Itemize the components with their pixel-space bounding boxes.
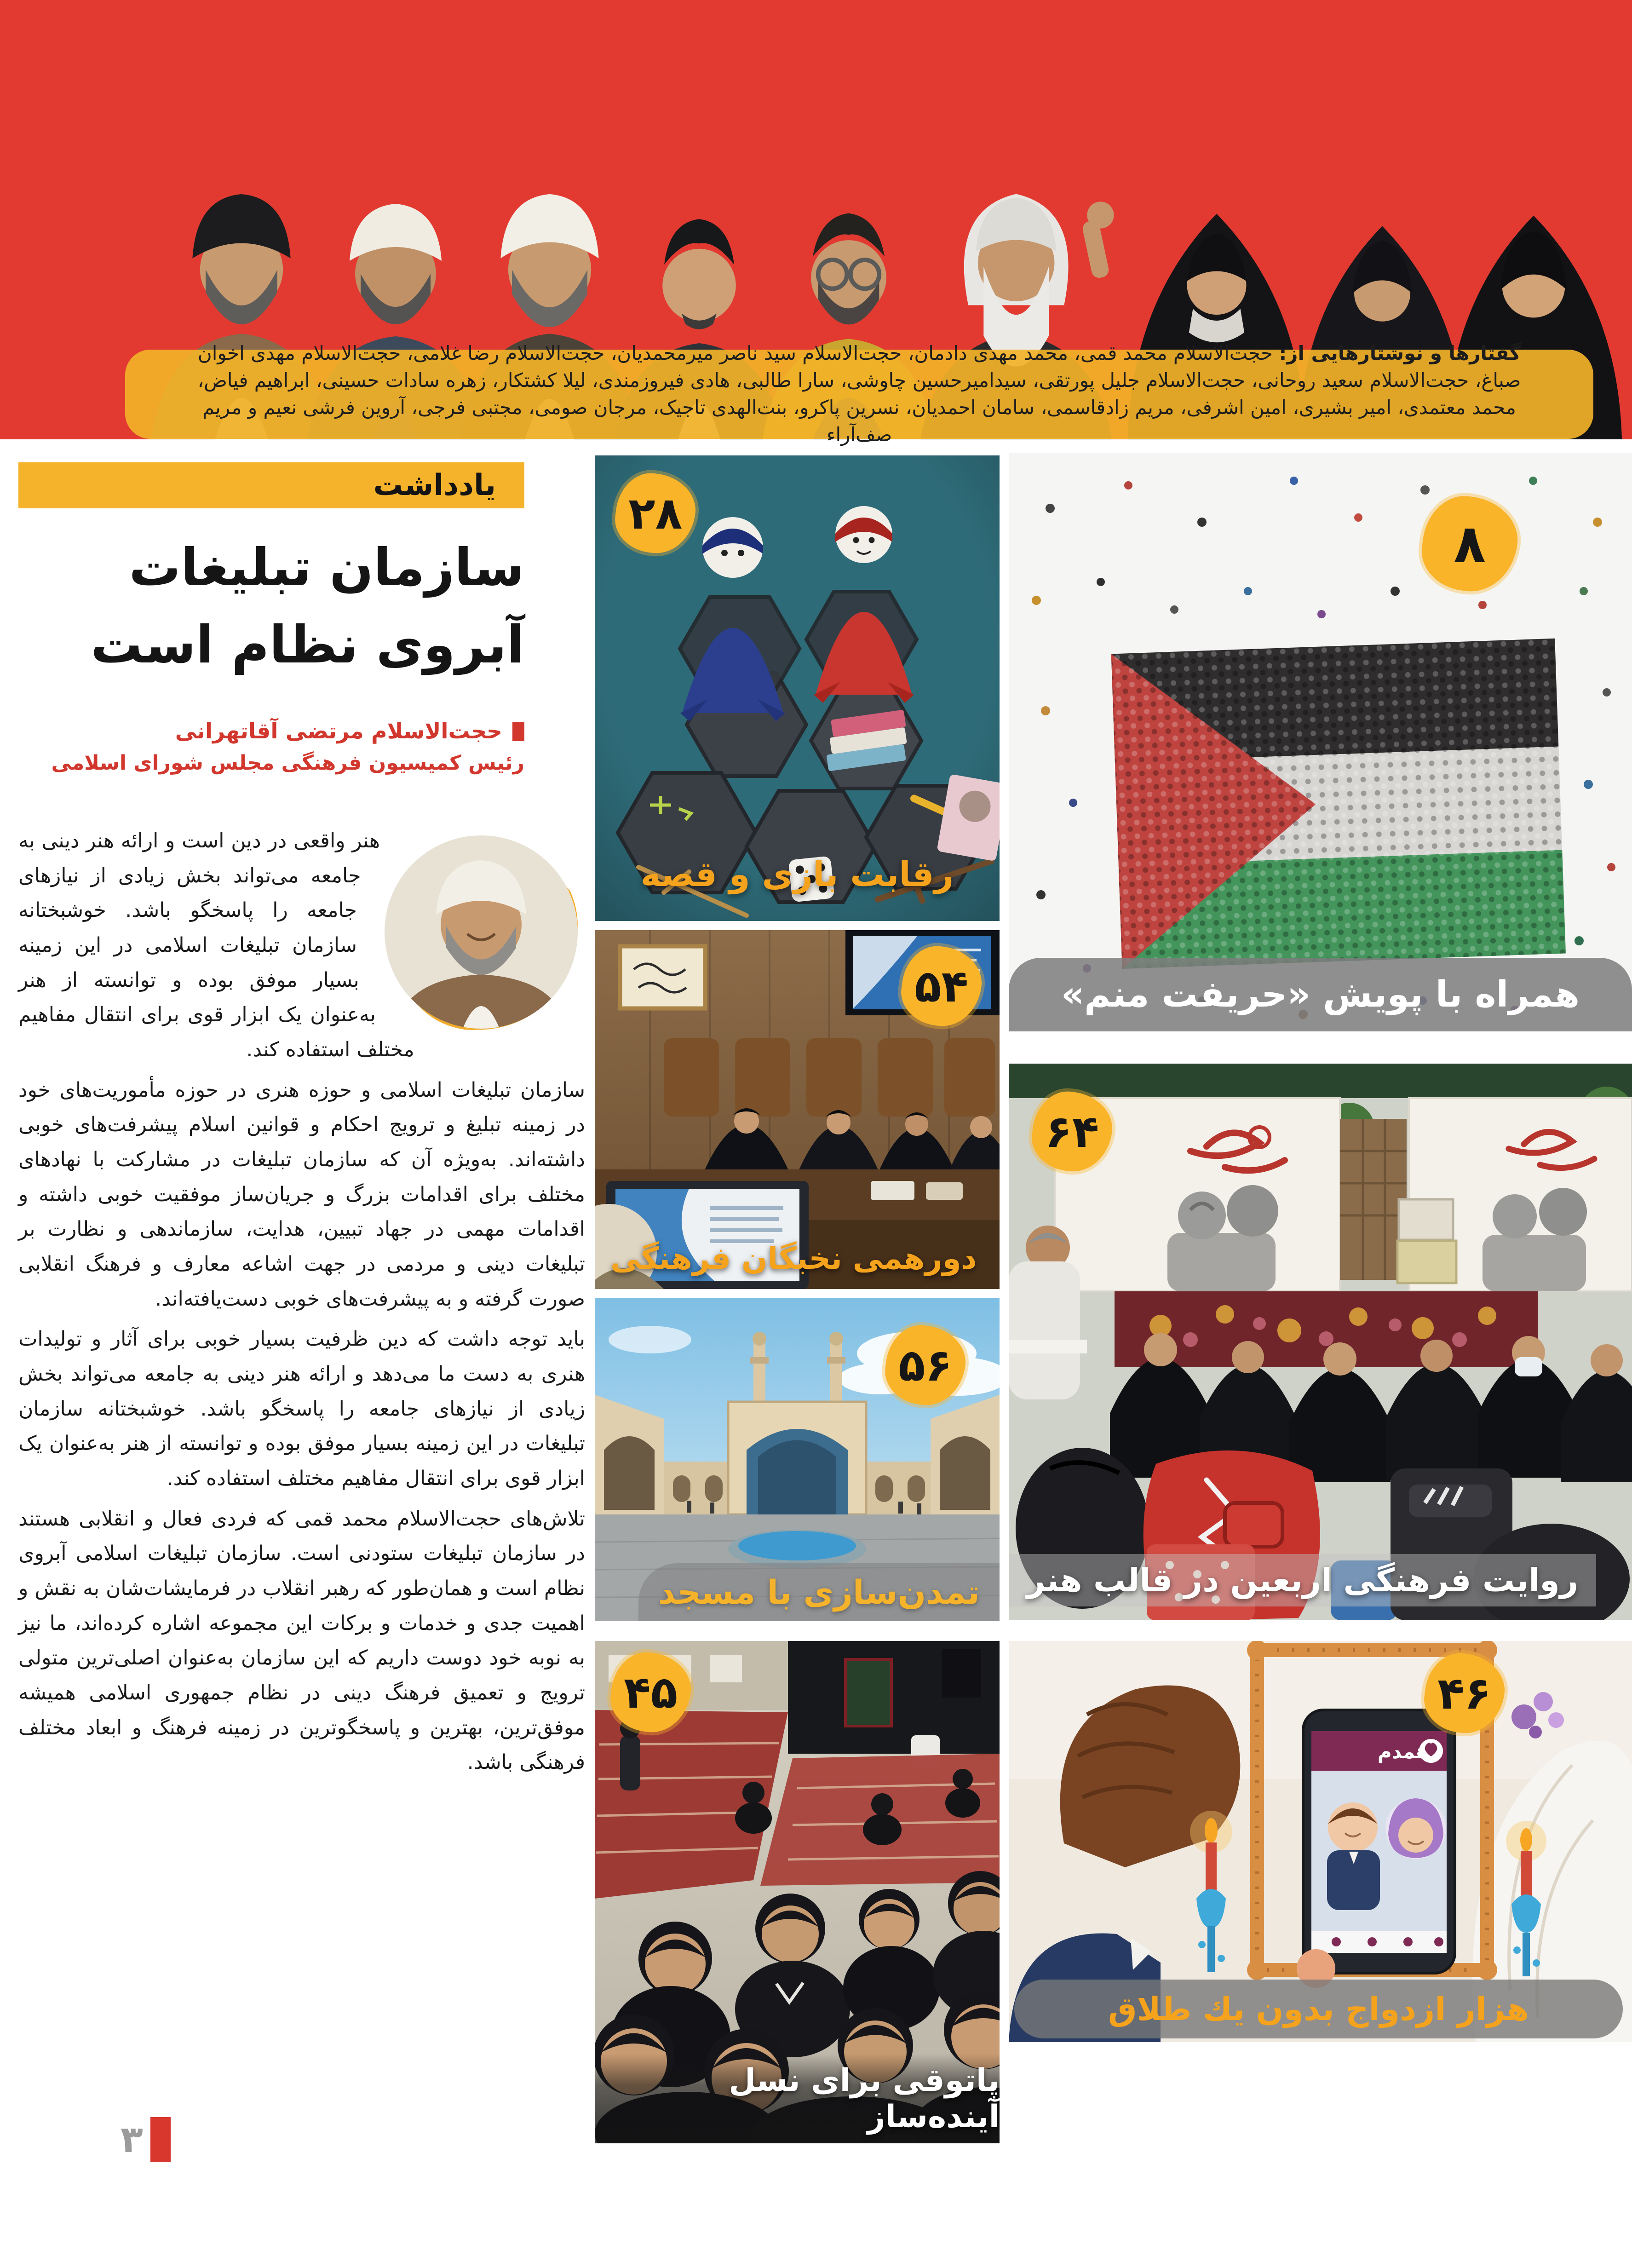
body-paragraph: سازمان تبلیغات اسلامی و حوزه هنری در حوزه مأموریت‌های خود در زمینه تبلیغ و ترویج احکام و قوانین اسلام پیشرفت‌های خوبی داشته‌اند. به‌ویژه آن که سازمان تبلیغات در مشارکت با نهادهای مختلف برای اقدامات بزرگ و جریان‌ساز موفقیت خوبی داشته و اقدامات مهمی در جهاد تبیین، هدایت، سازماندهی و نظارت بر تبلیغات دینی و مردمی در جهت اشاعه معارف و فرهنگ انقلابی صورت گرفته و به پیشرفت‌های خوبی دست‌یافته‌اند. xyxy=(18,1078,585,1311)
article-caption: هزار ازدواج بدون یك طلاق xyxy=(1014,1980,1623,2038)
note-title xyxy=(18,529,524,684)
article-caption: روایت فرهنگی اربعین در قالب هنر xyxy=(1009,1554,1596,1606)
palestinian-flag-crowd xyxy=(1111,639,1566,969)
contributors-banner xyxy=(125,342,1593,446)
page-number-value: ۳ xyxy=(121,2118,143,2161)
body-paragraph: هنر واقعی در دین است و ارائه هنر دینی به جامعه می‌تواند بخش زیادی از نیازهای جامعه را پاسخگو باشد. خوشبختانه سازمان تبلیغات اسلامی در این زمینه بسیار موفق بوده و توانسته از هنر به‌عنوان یک ابزار قوی برای انتقال مفاهیم مختلف استفاده کند. xyxy=(18,829,414,1062)
toc-item-mosque xyxy=(595,1298,1000,1621)
page-number xyxy=(121,2117,171,2162)
section-tag: یادداشت xyxy=(18,462,524,508)
note-body xyxy=(18,823,585,1785)
toc-item-marriage-app xyxy=(1009,1641,1632,2042)
red-bullet-icon xyxy=(512,722,524,741)
article-caption: پاتوقی برای نسل آینده‌ساز xyxy=(595,2054,1000,2143)
article-caption: رقابت بازی و قصه xyxy=(640,855,954,894)
badge-number: ۲۸ xyxy=(628,488,683,539)
contributors-names: حجت‌الاسلام محمد قمی، محمد مهدی دادمان، حجت‌الاسلام سید ناصر میرمحمدیان، حجت‌الاسلام رضا غلامی، حجت‌الاسلام مهدی اخوان صباغ، حجت‌الاسلام سعید روحانی، حجت‌الاسلام جلیل پورتقی، سیدامیرحسین چاوشی، سارا طالبی، هادی فیروزمندی، لیلا کشتکار، زهره سادات حسینی، ابراهیم فیاض، محمد معتمدی، امیر بشیری، امین اشرفی، مریم زادقاسمی، سامان احمدیان، نسرین پاکرو، بنت‌الهدی تاجیک، مرجان صومی، مجتبی فرجی، آروین فرشی نعیم و مریم صف‌آراء xyxy=(197,342,1521,446)
body-paragraph: تلاش‌های حجت‌الاسلام محمد قمی که فردی فعال و انقلابی هستند در سازمان تبلیغات ستودنی است. سازمان تبلیغات اسلامی آبروی نظام است و همان‌طور که رهبر انقلاب در فرمایشات‌شان به نقش و اهمیت جدی و خدمات و برکات این مجموعه اشاره کرده‌اند، ما نیز به نوبه خود دوست داریم که این سازمان به‌عنوان اصلی‌ترین متولی ترویج و تعمیق فرهنگ دینی در نظام جمهوری اسلامی همیشه موفق‌ترین، بهترین و پاسخگوترین در زمینه فرهنگ و ابعاد مختلف فرهنگی باشد. xyxy=(18,1507,585,1774)
article-caption: همراه با پویش «حریفت منم» xyxy=(1009,958,1632,1031)
badge-number: ۸ xyxy=(1454,513,1486,575)
note-title-line2: آبروی نظام است xyxy=(91,615,524,675)
toc-item-campaign xyxy=(1009,453,1632,1031)
contributors-label: گفتارها و نوشتارهایی از: xyxy=(1279,342,1521,365)
badge-number: ۵۶ xyxy=(898,1340,953,1391)
author-photo xyxy=(377,827,585,1042)
article-caption: دورهمی نخبگان فرهنگی xyxy=(610,1241,977,1276)
toc-item-elites-gathering xyxy=(595,930,1000,1289)
phone xyxy=(1297,1710,1455,1988)
badge-number: ۶۴ xyxy=(1045,1106,1099,1157)
article-photo-crowd-flag xyxy=(1009,453,1632,1031)
body-paragraph: باید توجه داشت که دین ظرفیت بسیار خوبی برای آثار و تولیدات هنری به دست ما می‌دهد و ارائه هنر دینی به جامعه می‌تواند بخش زیادی از نیازهای جامعه را پاسخگو باشد. خوشبختانه سازمان تبلیغات در این زمینه بسیار موفق بوده و توانسته از هنر به‌عنوان یک ابزار قوی برای انتقال مفاهیم مختلف استفاده کند. xyxy=(18,1327,585,1491)
author-role: رئیس کمیسیون فرهنگی مجلس شورای اسلامی xyxy=(51,751,524,775)
page-number-bar-icon xyxy=(150,2117,171,2162)
author-block xyxy=(18,719,524,775)
author-name-line xyxy=(18,719,524,744)
note-title-line1: سازمان تبلیغات xyxy=(129,538,524,598)
header-banner xyxy=(0,0,1632,446)
badge-number: ۵۴ xyxy=(914,961,969,1012)
toc-item-arbaeen xyxy=(1009,1064,1632,1620)
contributors-text xyxy=(180,340,1538,448)
badge-number: ۴۶ xyxy=(1437,1668,1492,1719)
phone-app-name: همدم xyxy=(1377,1740,1430,1763)
badge-number: ۴۵ xyxy=(624,1667,678,1718)
toc-item-game-story xyxy=(595,455,1000,921)
article-caption: تمدن‌سازی با مسجد xyxy=(638,1563,1000,1621)
author-name: حجت‌الاسلام مرتضی آقاتهرانی xyxy=(175,719,502,744)
author-photo-illustration xyxy=(377,827,585,1042)
toc-item-youth-hangout xyxy=(595,1641,1000,2143)
